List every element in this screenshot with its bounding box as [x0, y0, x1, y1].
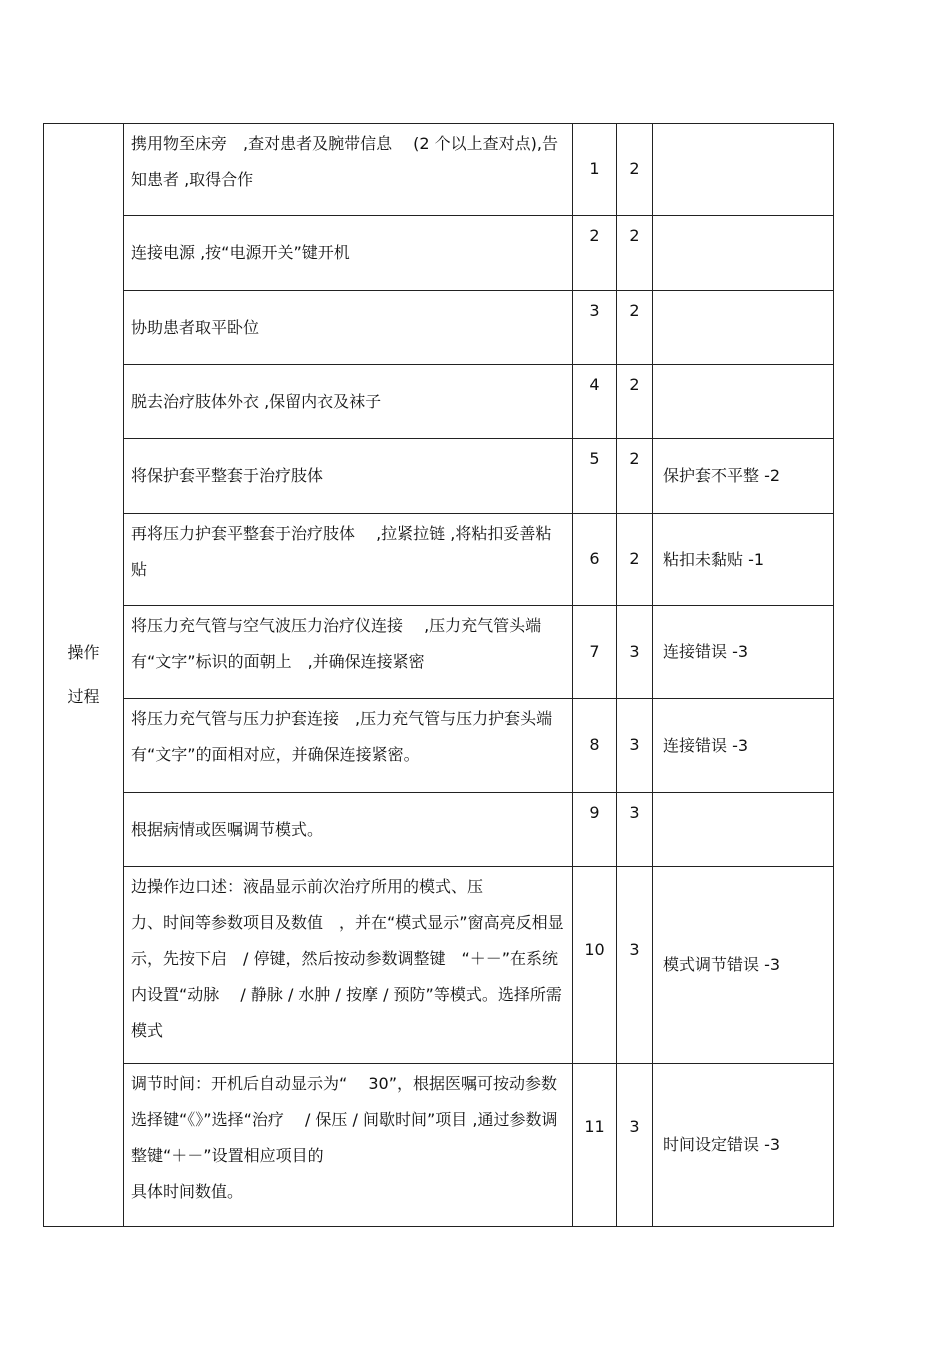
step-number: 2 [573, 216, 617, 291]
step-number: 3 [573, 291, 617, 365]
deduction-note: 连接错误 -3 [653, 699, 834, 793]
deduction-note [653, 365, 834, 439]
step-score: 3 [617, 606, 653, 699]
deduction-note: 时间设定错误 -3 [653, 1064, 834, 1227]
step-score: 3 [617, 867, 653, 1064]
deduction-note: 模式调节错误 -3 [653, 867, 834, 1064]
step-number: 8 [573, 699, 617, 793]
table-row [44, 291, 834, 365]
table-row [44, 1064, 834, 1227]
deduction-note [653, 291, 834, 365]
step-content: 将保护套平整套于治疗肢体 [124, 439, 573, 514]
step-content: 将压力充气管与空气波压力治疗仪连接 ,压力充气管头端有“文字”标识的面朝上 ,并确保连接紧密 [124, 606, 573, 699]
deduction-note [653, 124, 834, 216]
step-content: 边操作边口述：液晶显示前次治疗所用的模式、压 力、时间等参数项目及数值 ，并在“模式显示”窗高亮反相显示，先按下启 / 停键，然后按动参数调整键 “＋－”在系统内设置“动脉 / 静脉 / 水肿 / 按摩 / 预防”等模式。选择所需模式 [124, 867, 573, 1064]
step-score: 3 [617, 1064, 653, 1227]
deduction-note: 连接错误 -3 [653, 606, 834, 699]
deduction-note: 粘扣未黏贴 -1 [653, 514, 834, 606]
step-number: 11 [573, 1064, 617, 1227]
deduction-note [653, 216, 834, 291]
step-content: 将压力充气管与压力护套连接 ,压力充气管与压力护套头端有“文字”的面相对应，并确保连接紧密。 [124, 699, 573, 793]
table-row [44, 216, 834, 291]
step-number: 1 [573, 124, 617, 216]
step-number: 4 [573, 365, 617, 439]
step-score: 2 [617, 439, 653, 514]
deduction-note: 保护套不平整 -2 [653, 439, 834, 514]
step-content: 调节时间：开机后自动显示为“ 30”，根据医嘱可按动参数选择键“《》”选择“治疗 / 保压 / 间歇时间”项目 ,通过参数调整键“＋－”设置相应项目的 具体时间数值。 [124, 1064, 573, 1227]
section-label-line2: 过程 [67, 687, 100, 706]
step-number: 7 [573, 606, 617, 699]
table-row [44, 439, 834, 514]
step-content: 携用物至床旁 ,查对患者及腕带信息 (2 个以上查对点),告知患者 ,取得合作 [124, 124, 573, 216]
table-row [44, 124, 834, 216]
table-row [44, 699, 834, 793]
step-content: 再将压力护套平整套于治疗肢体 ,拉紧拉链 ,将粘扣妥善粘贴 [124, 514, 573, 606]
step-score: 2 [617, 291, 653, 365]
step-content: 脱去治疗肢体外衣 ,保留内衣及袜子 [124, 365, 573, 439]
step-content: 根据病情或医嘱调节模式。 [124, 793, 573, 867]
step-score: 2 [617, 514, 653, 606]
section-label-line1: 操作 [67, 643, 100, 662]
deduction-note [653, 793, 834, 867]
step-number: 10 [573, 867, 617, 1064]
table-row [44, 606, 834, 699]
step-number: 5 [573, 439, 617, 514]
table-row [44, 514, 834, 606]
table-row [44, 793, 834, 867]
step-score: 2 [617, 365, 653, 439]
step-score: 2 [617, 124, 653, 216]
step-number: 9 [573, 793, 617, 867]
scoring-table [43, 123, 834, 1227]
step-number: 6 [573, 514, 617, 606]
step-content: 协助患者取平卧位 [124, 291, 573, 365]
table-row [44, 867, 834, 1064]
step-score: 3 [617, 793, 653, 867]
step-content: 连接电源 ,按“电源开关”键开机 [124, 216, 573, 291]
section-label [44, 124, 124, 1227]
step-score: 2 [617, 216, 653, 291]
step-score: 3 [617, 699, 653, 793]
table-row [44, 365, 834, 439]
